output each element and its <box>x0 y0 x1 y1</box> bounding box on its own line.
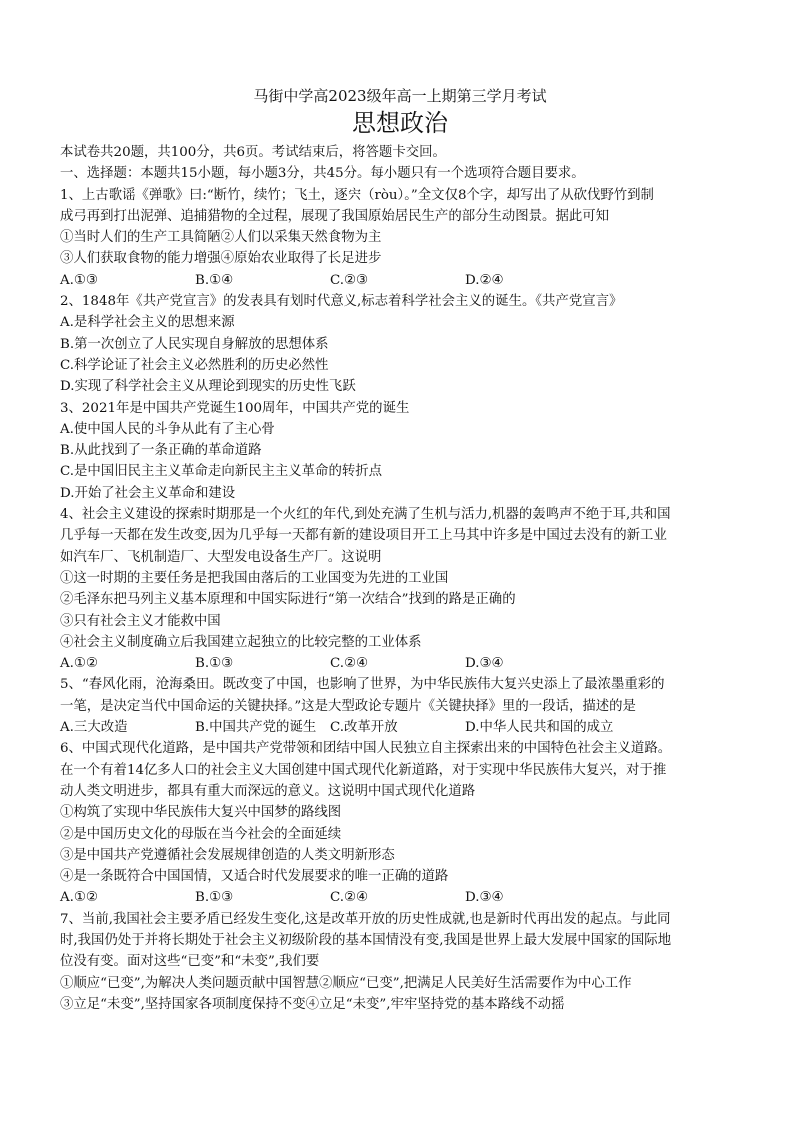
question-item: ③只有社会主义才能救中国 <box>60 613 221 629</box>
answer-option: D.中华人民共和国的成立 <box>465 720 614 736</box>
question-1 <box>60 185 740 291</box>
question-item: ③是中国共产党遵循社会发展规律创造的人类文明新形态 <box>60 847 395 863</box>
question-list <box>60 185 740 1016</box>
answer-option: D.③④ <box>465 890 504 906</box>
answer-option: B.①③ <box>195 890 234 906</box>
answer-option: C.②③ <box>330 272 369 288</box>
answer-options <box>60 717 740 738</box>
question-item: ①这一时期的主要任务是把我国由落后的工业国变为先进的工业国 <box>60 570 449 586</box>
question-2 <box>60 291 740 397</box>
question-stem-line: 位没有变。面对这些“已变”和“未变”,我们要 <box>60 954 320 970</box>
question-stem-line: 2、1848年《共产党宣言》的发表具有划时代意义,标志着科学社会主义的诞生。《共产党宣言》 <box>60 294 623 310</box>
section-heading: 一、选择题：本题共15小题，每小题3分，共45分。每小题只有一个选项符合题目要求。 <box>60 166 585 182</box>
answer-option: C.②④ <box>330 656 369 672</box>
question-stem-line: 在一个有着14亿多人口的社会主义大国创建中国式现代化新道路，对于实现中华民族伟大复兴，对于推 <box>60 762 667 778</box>
answer-option: D.②④ <box>465 272 504 288</box>
question-stem-line: 动人类文明进步，都具有重大而深远的意义。这说明中国式现代化道路 <box>60 783 476 799</box>
question-3 <box>60 398 740 504</box>
question-stem-line: 一笔，是决定当代中国命运的关键抉择。”这是大型政论专题片《关键抉择》里的一段话，描述的是 <box>60 698 636 714</box>
question-item: A.是科学社会主义的思想来源 <box>60 315 235 331</box>
question-stem-line: 如汽车厂、飞机制造厂、大型发电设备生产厂。这说明 <box>60 549 382 565</box>
question-stem-line: 6、中国式现代化道路，是中国共产党带领和团结中国人民独立自主探索出来的中国特色社会主义道路。 <box>60 741 672 757</box>
question-stem-line: 成弓再到打出泥弹、追捕猎物的全过程，展现了我国原始居民生产的部分生动图景。据此可知 <box>60 208 610 224</box>
answer-option: C.②④ <box>330 890 369 906</box>
question-item: ①构筑了实现中华民族伟大复兴中国梦的路线图 <box>60 805 342 821</box>
question-7 <box>60 909 740 1015</box>
answer-options <box>60 887 740 908</box>
answer-option: A.①③ <box>60 272 98 288</box>
question-stem-line: 7、当前,我国社会主要矛盾已经发生变化,这是改革开放的历史性成就,也是新时代再出发的起点。与此同 <box>60 911 671 927</box>
question-item: B.第一次创立了人民实现自身解放的思想体系 <box>60 336 329 352</box>
answer-option: B.中国共产党的诞生 <box>195 720 317 736</box>
subject-title: 思想政治 <box>352 109 448 137</box>
question-stem-line: 3、2021年是中国共产党诞生100周年，中国共产党的诞生 <box>60 400 410 416</box>
question-stem-line: 5、“春风化雨，沧海桑田。既改变了中国，也影响了世界，为中华民族伟大复兴史添上了最浓墨重彩的 <box>60 677 665 693</box>
question-item: ④是一条既符合中国国情，又适合时代发展要求的唯一正确的道路 <box>60 869 449 885</box>
answer-option: D.③④ <box>465 656 504 672</box>
question-item: B.从此找到了一条正确的革命道路 <box>60 443 262 459</box>
question-5 <box>60 674 740 738</box>
answer-option: B.①④ <box>195 272 234 288</box>
answer-options <box>60 653 740 674</box>
exam-title: 马街中学高2023级年高一上期第三学月考试 <box>253 87 547 105</box>
answer-option: A.①② <box>60 656 98 672</box>
question-item: ②是中国历史文化的母版在当今社会的全面延续 <box>60 826 342 842</box>
question-item: D.开始了社会主义革命和建设 <box>60 485 236 501</box>
question-stem-line: 时,我国仍处于并将长期处于社会主义初级阶段的基本国情没有变,我国是世界上最大发展中国家的国际地 <box>60 932 672 948</box>
question-4 <box>60 504 740 674</box>
answer-option: A.①② <box>60 890 98 906</box>
answer-option: C.改革开放 <box>330 720 398 736</box>
question-stem-line: 1、上古歌谣《弹歌》曰:“断竹，续竹；飞土，逐宍（ròu）。”全文仅8个字，却写出了从砍伐野竹到制 <box>60 187 654 203</box>
question-6 <box>60 738 740 908</box>
question-item: A.使中国人民的斗争从此有了主心骨 <box>60 421 275 437</box>
question-item: ①顺应“已变”,为解决人类问题贡献中国智慧②顺应“已变”,把满足人民美好生活需要作为中心工作 <box>60 975 632 991</box>
question-item: ②毛泽东把马列主义基本原理和中国实际进行“第一次结合”找到的路是正确的 <box>60 592 516 608</box>
exam-page <box>60 86 740 1015</box>
answer-options <box>60 270 740 291</box>
question-stem-line: 几乎每一天都在发生改变,因为几乎每一天都有新的建设项目开工上马其中许多是中国过去没有的新工业 <box>60 528 667 544</box>
question-item: C.科学论证了社会主义必然胜利的历史必然性 <box>60 357 329 373</box>
question-item: ③人们获取食物的能力增强④原始农业取得了长足进步 <box>60 251 382 267</box>
question-stem-line: 4、社会主义建设的探索时期那是一个火红的年代,到处充满了生机与活力,机器的轰鸣声不绝于耳,共和国 <box>60 507 671 523</box>
answer-option: B.①③ <box>195 656 234 672</box>
question-item: ③立足“未变”,坚持国家各项制度保持不变④立足“未变”,牢牢坚持党的基本路线不动摇 <box>60 996 565 1012</box>
exam-intro: 本试卷共20题，共100分，共6页。考试结束后，将答题卡交回。 <box>60 145 446 160</box>
question-item: ①当时人们的生产工具简陋②人们以采集天然食物为主 <box>60 230 382 246</box>
answer-option: A.三大改造 <box>60 720 128 736</box>
question-item: C.是中国旧民主主义革命走向新民主主义革命的转折点 <box>60 464 383 480</box>
question-item: D.实现了科学社会主义从理论到现实的历史性飞跃 <box>60 379 356 395</box>
question-item: ④社会主义制度确立后我国建立起独立的比较完整的工业体系 <box>60 634 422 650</box>
